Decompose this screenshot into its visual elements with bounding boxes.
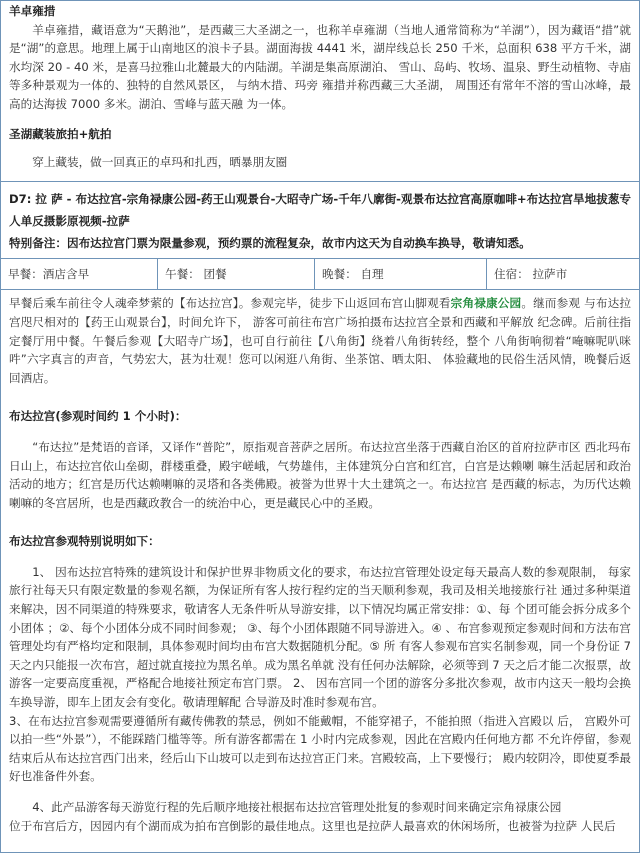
rule-4: 4、此产品游客每天游览行程的先后顺序地接社根据布达拉宫管理处批复的参观时间来确定宗角禄康公园 [32, 800, 562, 814]
section-rules [1, 512, 639, 835]
section-body: “布达拉”是梵语的音译，又译作“普陀”，原指观音菩萨之居所。布达拉宫坐落于西藏自治区的首府拉萨市区 西北玛布日山上，布达拉宫依山垒砌，群楼重叠，殿宇嵯峨，气势雄伟，主体建筑分白宫和红宫，白宫是达赖喇 嘛生活起居和政治活动的地方；红宫是历代达赖喇嘛的灵塔和各类佛殿。被誉为世界十大土建筑之一。布达拉宫 是西藏的标志，为历代达赖喇嘛的冬宫居所，也是西藏政教合一的统治中心，更是藏民心中的圣殿。 [9, 439, 631, 510]
section-title: 布达拉宫(参观时间约 1 个小时)： [9, 409, 187, 424]
section-body: 羊卓雍措，藏语意为“天鹅池”，是西藏三大圣湖之一，也称羊卓雍湖（当地人通常简称为“羊湖”），因为藏语“措”就是“湖”的意思。地理上属于山南地区的浪卡子县。湖面海拔 4441 米，湖岸线总长 250 千米，总面积 638 平方千米，湖水均深 20 - 40 米，是喜马拉雅山北麓最大的内陆湖。羊湖是集高原湖泊、 雪山、岛屿、牧场、温泉、野生动植物、寺庙等多种景观为一体的、独特的自然风景区， 与纳木措、玛旁 雍措并称西藏三大圣湖， 周围还有常年不溶的雪山冰峰，最高的达海拔 7000 多米。湖泊、雪峰与蓝天融 为一体。 [9, 22, 631, 111]
dinner-cell: 晚餐： 自理 [315, 259, 487, 289]
section-title: 圣湖藏装旅拍+航拍 [9, 126, 112, 141]
rule-5: 位于布宫后方，因园内有个湖而成为拍布宫倒影的最佳地点。这里也是拉萨人最喜欢的休闲场所，也被誉为拉萨 人民后 [9, 818, 616, 833]
day-title: D7: 拉 萨 - 布达拉宫-宗角禄康公园-药王山观景台-大昭寺广场-千年八廓街-观景布达拉宫高原咖啡+布达拉宫旱地拔葱专人单反摄影原视频-拉萨 [9, 191, 631, 228]
lunch-cell: 午餐： 团餐 [158, 259, 315, 289]
day-header [1, 182, 639, 259]
itinerary-text [1, 290, 639, 387]
rule-1: 1、 因布达拉宫特殊的建筑设计和保护世界非物质文化的要求，布达拉宫管理处设定每天最高人数的参观限制， 每家旅行社每天只有限定数量的参观名额，为保证所有客人按行程约定的当天顺利参观，我司及相关地接旅行社 通过多种渠道来解决，因不同渠道的特殊要求，敬请客人无条件听从导游安排，以下情况均属正常安排：①、每 个团可能会拆分成多个小团体 ；②、每个小团体分成不同时间参观； ③、每个小团体跟随不同导游进入。④ 、布宫参观预定参观时间和方法布宫管理处均有严格均定和限制，具体参观时间均由布宫大数据随机分配。⑤ 所 有客人参观布宫实名制参观，同一个身份证 7 天之内只能报一次布宫，超过就直接拉为黑名单。成为黑名单就 没有任何办法解除，必须等到 7 天之后才能二次报票，故游客一定要高度重视，严格配合地接社预定布宫门票。 2、 因布宫同一个团的游客分多批次参观，故市内这天一般均会换车换导游，即车上团友会有变化。敬请理解配 合导游及时准时参观布宫。 [9, 564, 631, 710]
section-body: 穿上藏装，做一回真正的卓玛和扎西，晒暴朋友圈 [32, 155, 288, 170]
meals-row [1, 258, 639, 290]
section-photo [1, 114, 639, 172]
section-title: 羊卓雍措 [9, 4, 56, 18]
itinerary-intro: 早餐后乘车前往令人魂牵梦萦的【布达拉宫】。参观完毕，徒步下山返回布宫山脚观看 [9, 296, 451, 311]
rule-3: 3、在布达拉宫参观需要遵循所有藏传佛教的禁忌，例如不能戴帽，不能穿裙子，不能拍照（指进入宫殿以 后， 宫殿外可以拍一些“外景”），不能踩踏门槛等等。所有游客都需在 1 小时内完成参观，因此在宫殿内任何地方都 不允许停留，参观结束后从布达拉宫西门出来，经后山下山坡可以走到布达拉宫正门来。宫殿较高，上下要慢行； 殿内较阴冷，即使夏季最好也准备件外套。 [9, 713, 631, 784]
park-name: 宗角禄康公园 [450, 296, 522, 311]
itinerary-rest: 。继而参观 与布达拉宫咫尺相对的【药王山观景台】，时间允许下， 游客可前往布宫广场拍摄布达拉宫全景和西藏和平解放 纪念碑。后前往指定餐厅用中餐。午餐后参观【大昭寺广场】，也可自行前往【八角街】绕着八角街转经，整个 八角街响彻着“唵嘛呢叭咪吽”六字真言的声音，气势宏大，甚为壮观！您可以闲逛八角街、坐茶馆、晒太阳、 体验藏地的民俗生活风情，晚餐后返回酒店。 [9, 296, 631, 385]
section-title: 布达拉宫参观特别说明如下： [9, 534, 160, 549]
section-potala [1, 387, 639, 512]
section-yamdrok [1, 1, 639, 114]
day-note: 特别备注：因布达拉宫门票为限量参观，预约票的流程复杂，故市内这天为自动换车换导，敬请知悉。 [9, 235, 531, 250]
breakfast-cell: 早餐：酒店含早 [1, 259, 158, 289]
hotel-cell: 住宿： 拉萨市 [494, 267, 568, 282]
